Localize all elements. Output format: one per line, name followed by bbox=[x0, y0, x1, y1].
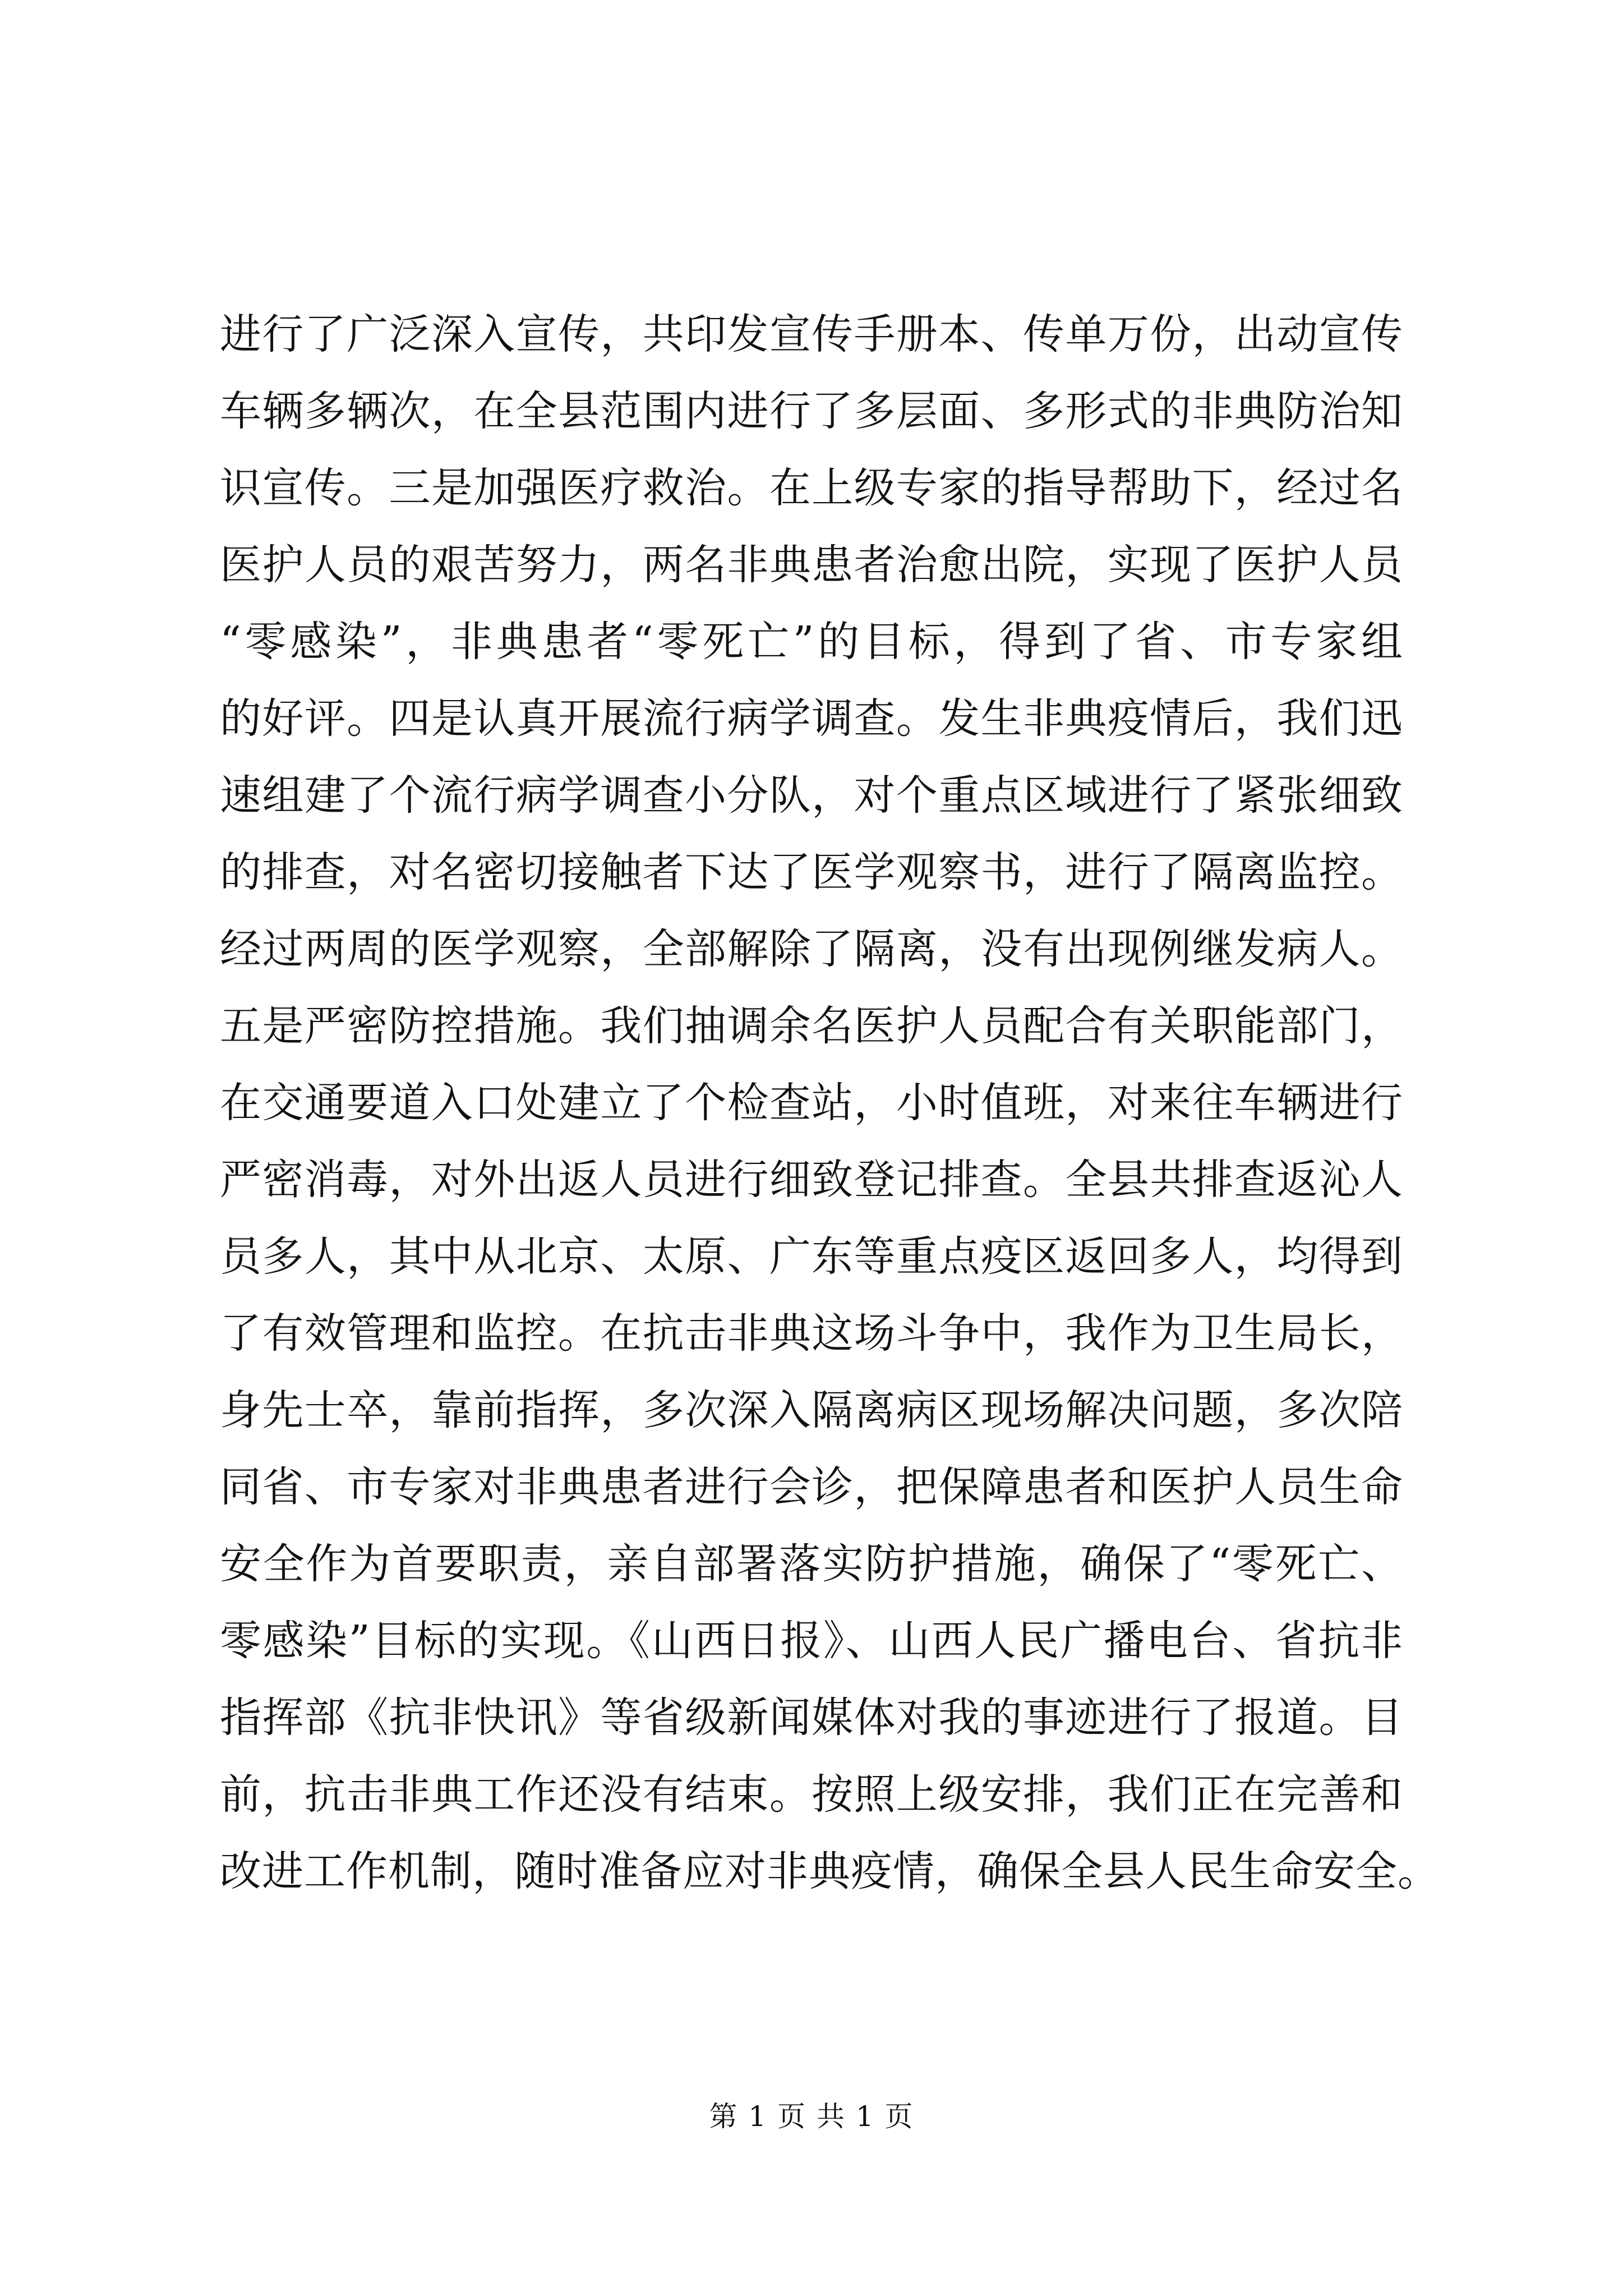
text-line: 的排查，对名密切接触者下达了医学观察书，进行了隔离监控。 bbox=[220, 848, 1403, 896]
text-line: 的好评。四是认真开展流行病学调查。发生非典疫情后，我们迅 bbox=[220, 694, 1403, 743]
text-line: 在交通要道入口处建立了个检查站，小时值班，对来往车辆进行 bbox=[220, 1079, 1403, 1127]
text-line: 身先士卒，靠前指挥，多次深入隔离病区现场解决问题，多次陪 bbox=[220, 1386, 1403, 1434]
text-line: 改进工作机制，随时准备应对非典疫情，确保全县人民生命安全。 bbox=[220, 1847, 1440, 1895]
text-line: 同省、市专家对非典患者进行会诊，把保障患者和医护人员生命 bbox=[220, 1463, 1403, 1511]
text-line: 了有效管理和监控。在抗击非典这场斗争中，我作为卫生局长， bbox=[220, 1309, 1403, 1358]
text-line: 零感染”目标的实现。《山西日报》、山西人民广播电台、省抗非 bbox=[220, 1617, 1403, 1665]
page-number-footer: 第 1 页 共 1 页 bbox=[709, 2100, 914, 2133]
text-line: “零感染”，非典患者“零死亡”的目标，得到了省、市专家组 bbox=[220, 618, 1403, 666]
text-line: 经过两周的医学观察，全部解除了隔离，没有出现例继发病人。 bbox=[220, 925, 1403, 973]
text-line: 医护人员的艰苦努力，两名非典患者治愈出院，实现了医护人员 bbox=[220, 541, 1403, 589]
text-line: 严密消毒，对外出返人员进行细致登记排查。全县共排查返沁人 bbox=[220, 1156, 1403, 1204]
text-line: 五是严密防控措施。我们抽调余名医护人员配合有关职能部门， bbox=[220, 1002, 1403, 1050]
text-line: 识宣传。三是加强医疗救治。在上级专家的指导帮助下，经过名 bbox=[220, 464, 1403, 512]
text-line: 员多人，其中从北京、太原、广东等重点疫区返回多人，均得到 bbox=[220, 1232, 1403, 1281]
text-line: 安全作为首要职责，亲自部署落实防护措施，确保了“零死亡、 bbox=[220, 1540, 1403, 1588]
text-line: 速组建了个流行病学调查小分队，对个重点区域进行了紧张细致 bbox=[220, 771, 1403, 820]
text-line: 车辆多辆次，在全县范围内进行了多层面、多形式的非典防治知 bbox=[220, 387, 1403, 435]
body-paragraph bbox=[220, 296, 1440, 1910]
text-line: 指挥部《抗非快讯》等省级新闻媒体对我的事迹进行了报道。目 bbox=[220, 1694, 1403, 1742]
text-line: 进行了广泛深入宣传，共印发宣传手册本、传单万份，出动宣传 bbox=[220, 310, 1403, 358]
text-line: 前，抗击非典工作还没有结束。按照上级安排，我们正在完善和 bbox=[220, 1770, 1403, 1819]
